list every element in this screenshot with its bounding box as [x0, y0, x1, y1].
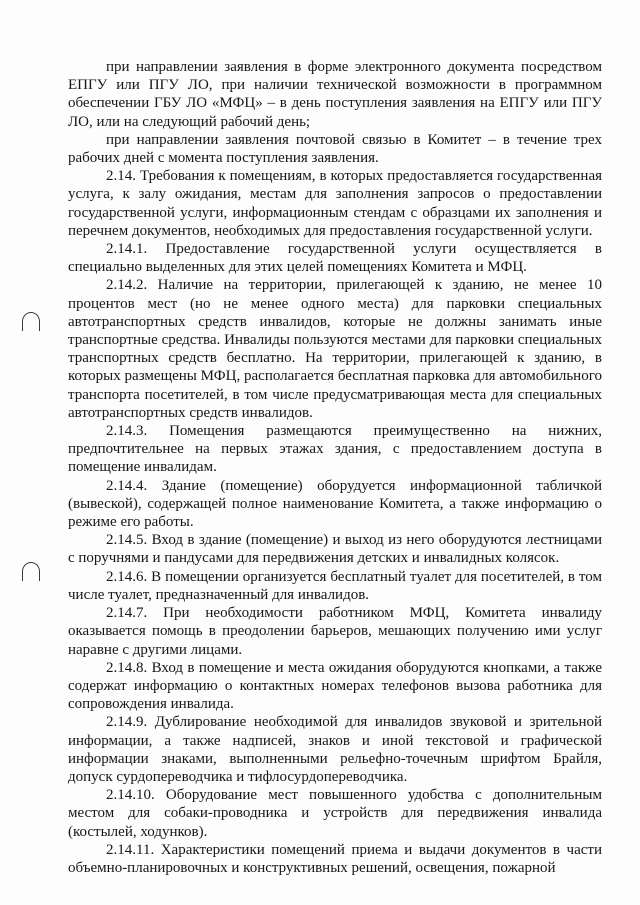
paragraph: 2.14.6. В помещении организуется бесплатный туалет для посетителей, в том числе туалет, предназначенный для инвалидов. [68, 568, 602, 603]
punch-hole-mark [22, 562, 40, 581]
paragraph: 2.14.7. При необходимости работником МФЦ, Комитета инвалиду оказывается помощь в преодолении барьеров, мешающих получению ими услуг наравне с другими лицами. [68, 605, 602, 658]
paragraph: 2.14.10. Оборудование мест повышенного удобства с дополнительным местом для собаки-проводника и устройств для передвижения инвалида (костылей, ходунков). [68, 787, 602, 840]
punch-hole-mark [22, 312, 40, 331]
paragraph: 2.14. Требования к помещениям, в которых предоставляется государственная услуга, к залу ожидания, местам для заполнения запросов о предоставлении государственной услуги, информационным стендам с образцами их заполнения и перечнем документов, необходимых для предоставления государственной услуги. [68, 168, 602, 239]
paragraph: 2.14.9. Дублирование необходимой для инвалидов звуковой и зрительной информации, а также надписей, знаков и иной текстовой и графической информации знаками, выполненными рельефно-точечным шрифтом Брайля, допуск сурдопереводчика и тифлосурдопереводчика. [68, 714, 602, 785]
document-body [68, 58, 602, 877]
paragraph: 2.14.3. Помещения размещаются преимущественно на нижних, предпочтительнее на первых этажах здания, с предоставлением доступа в помещение инвалидам. [68, 423, 602, 476]
paragraph: 2.14.2. Наличие на территории, прилегающей к зданию, не менее 10 процентов мест (но не менее одного места) для парковки специальных автотранспортных средств инвалидов, которые не должны занимать иные транспортные средства. Инвалиды пользуются местами для парковки специальных транспортных средств бесплатно. На территории, прилегающей к зданию, в которых размещены МФЦ, располагается бесплатная парковка для автомобильного транспорта посетителей, в том числе предусматривающая места для специальных автотранспортных средств инвалидов. [68, 277, 602, 421]
paragraph: 2.14.11. Характеристики помещений приема и выдачи документов в части объемно-планировочных и конструктивных решений, освещения, пожарной [68, 841, 602, 876]
paragraph: при направлении заявления в форме электронного документа посредством ЕПГУ или ПГУ ЛО, при наличии технической возможности в программном обеспечении ГБУ ЛО «МФЦ» – в день поступления заявления на ЕПГУ или ПГУ ЛО, или на следующий рабочий день; [68, 59, 602, 130]
paragraph: при направлении заявления почтовой связью в Комитет – в течение трех рабочих дней с момента поступления заявления. [68, 131, 602, 167]
paragraph: 2.14.5. Вход в здание (помещение) и выход из него оборудуются лестницами с поручнями и пандусами для передвижения детских и инвалидных колясок. [68, 532, 602, 567]
paragraph: 2.14.4. Здание (помещение) оборудуется информационной табличкой (вывеской), содержащей полное наименование Комитета, а также информацию о режиме его работы. [68, 477, 602, 531]
paragraph: 2.14.8. Вход в помещение и места ожидания оборудуются кнопками, а также содержат информацию о контактных номерах телефонов вызова работника для сопровождения инвалида. [68, 659, 602, 713]
paragraph: 2.14.1. Предоставление государственной услуги осуществляется в специально выделенных для этих целей помещениях Комитета и МФЦ. [68, 241, 602, 276]
